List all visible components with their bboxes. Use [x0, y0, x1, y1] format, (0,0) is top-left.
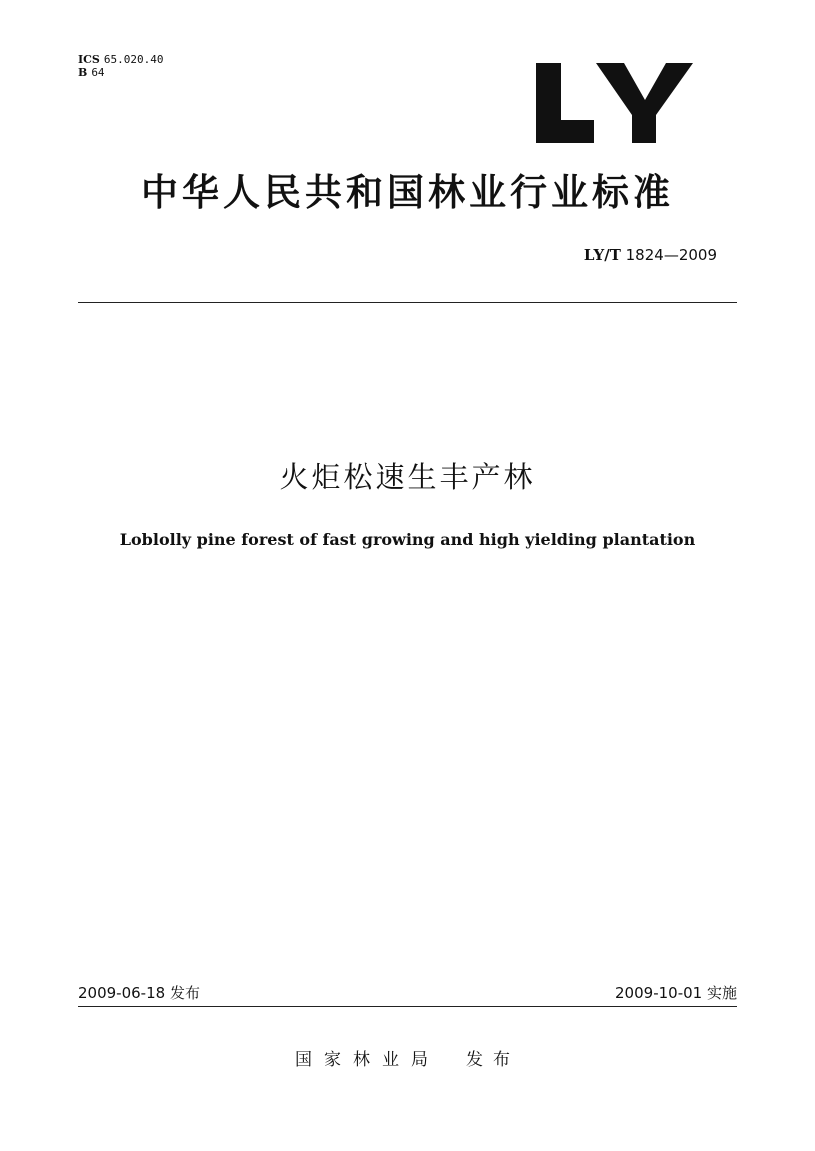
- issue-date: [78, 983, 200, 1003]
- implementation-date-value: 2009-10-01: [615, 984, 703, 1002]
- issue-date-label: 发布: [169, 984, 200, 1002]
- ly-logo: [528, 48, 694, 160]
- ics-label: ICS: [78, 53, 100, 66]
- standard-code: LY/T: [583, 246, 621, 264]
- document-title-cn: 火炬松速生丰产林: [279, 460, 536, 494]
- ly-logo-graphic: [528, 48, 694, 160]
- ics-value: 65.020.40: [103, 53, 164, 66]
- publisher: [0, 1048, 815, 1072]
- ccs-line: [78, 66, 163, 79]
- standard-number-value: 1824—2009: [625, 246, 717, 264]
- document-title-en: Loblolly pine forest of fast growing and high yielding plantation: [119, 530, 696, 549]
- classification-codes: [78, 53, 163, 79]
- implementation-date-label: 实施: [706, 984, 737, 1002]
- header-divider: [78, 302, 737, 303]
- issue-date-value: 2009-06-18: [78, 984, 166, 1002]
- implementation-date: [615, 983, 737, 1003]
- ccs-value: 64: [91, 66, 105, 79]
- publisher-org: 国家林业局: [295, 1050, 440, 1070]
- standard-number: [584, 246, 717, 264]
- ics-line: [78, 53, 163, 66]
- ccs-label: B: [78, 66, 88, 79]
- standard-category-title: 中华人民共和国林业行业标准: [141, 171, 674, 214]
- publisher-label: 发布: [466, 1050, 520, 1070]
- footer-divider: [78, 1006, 737, 1007]
